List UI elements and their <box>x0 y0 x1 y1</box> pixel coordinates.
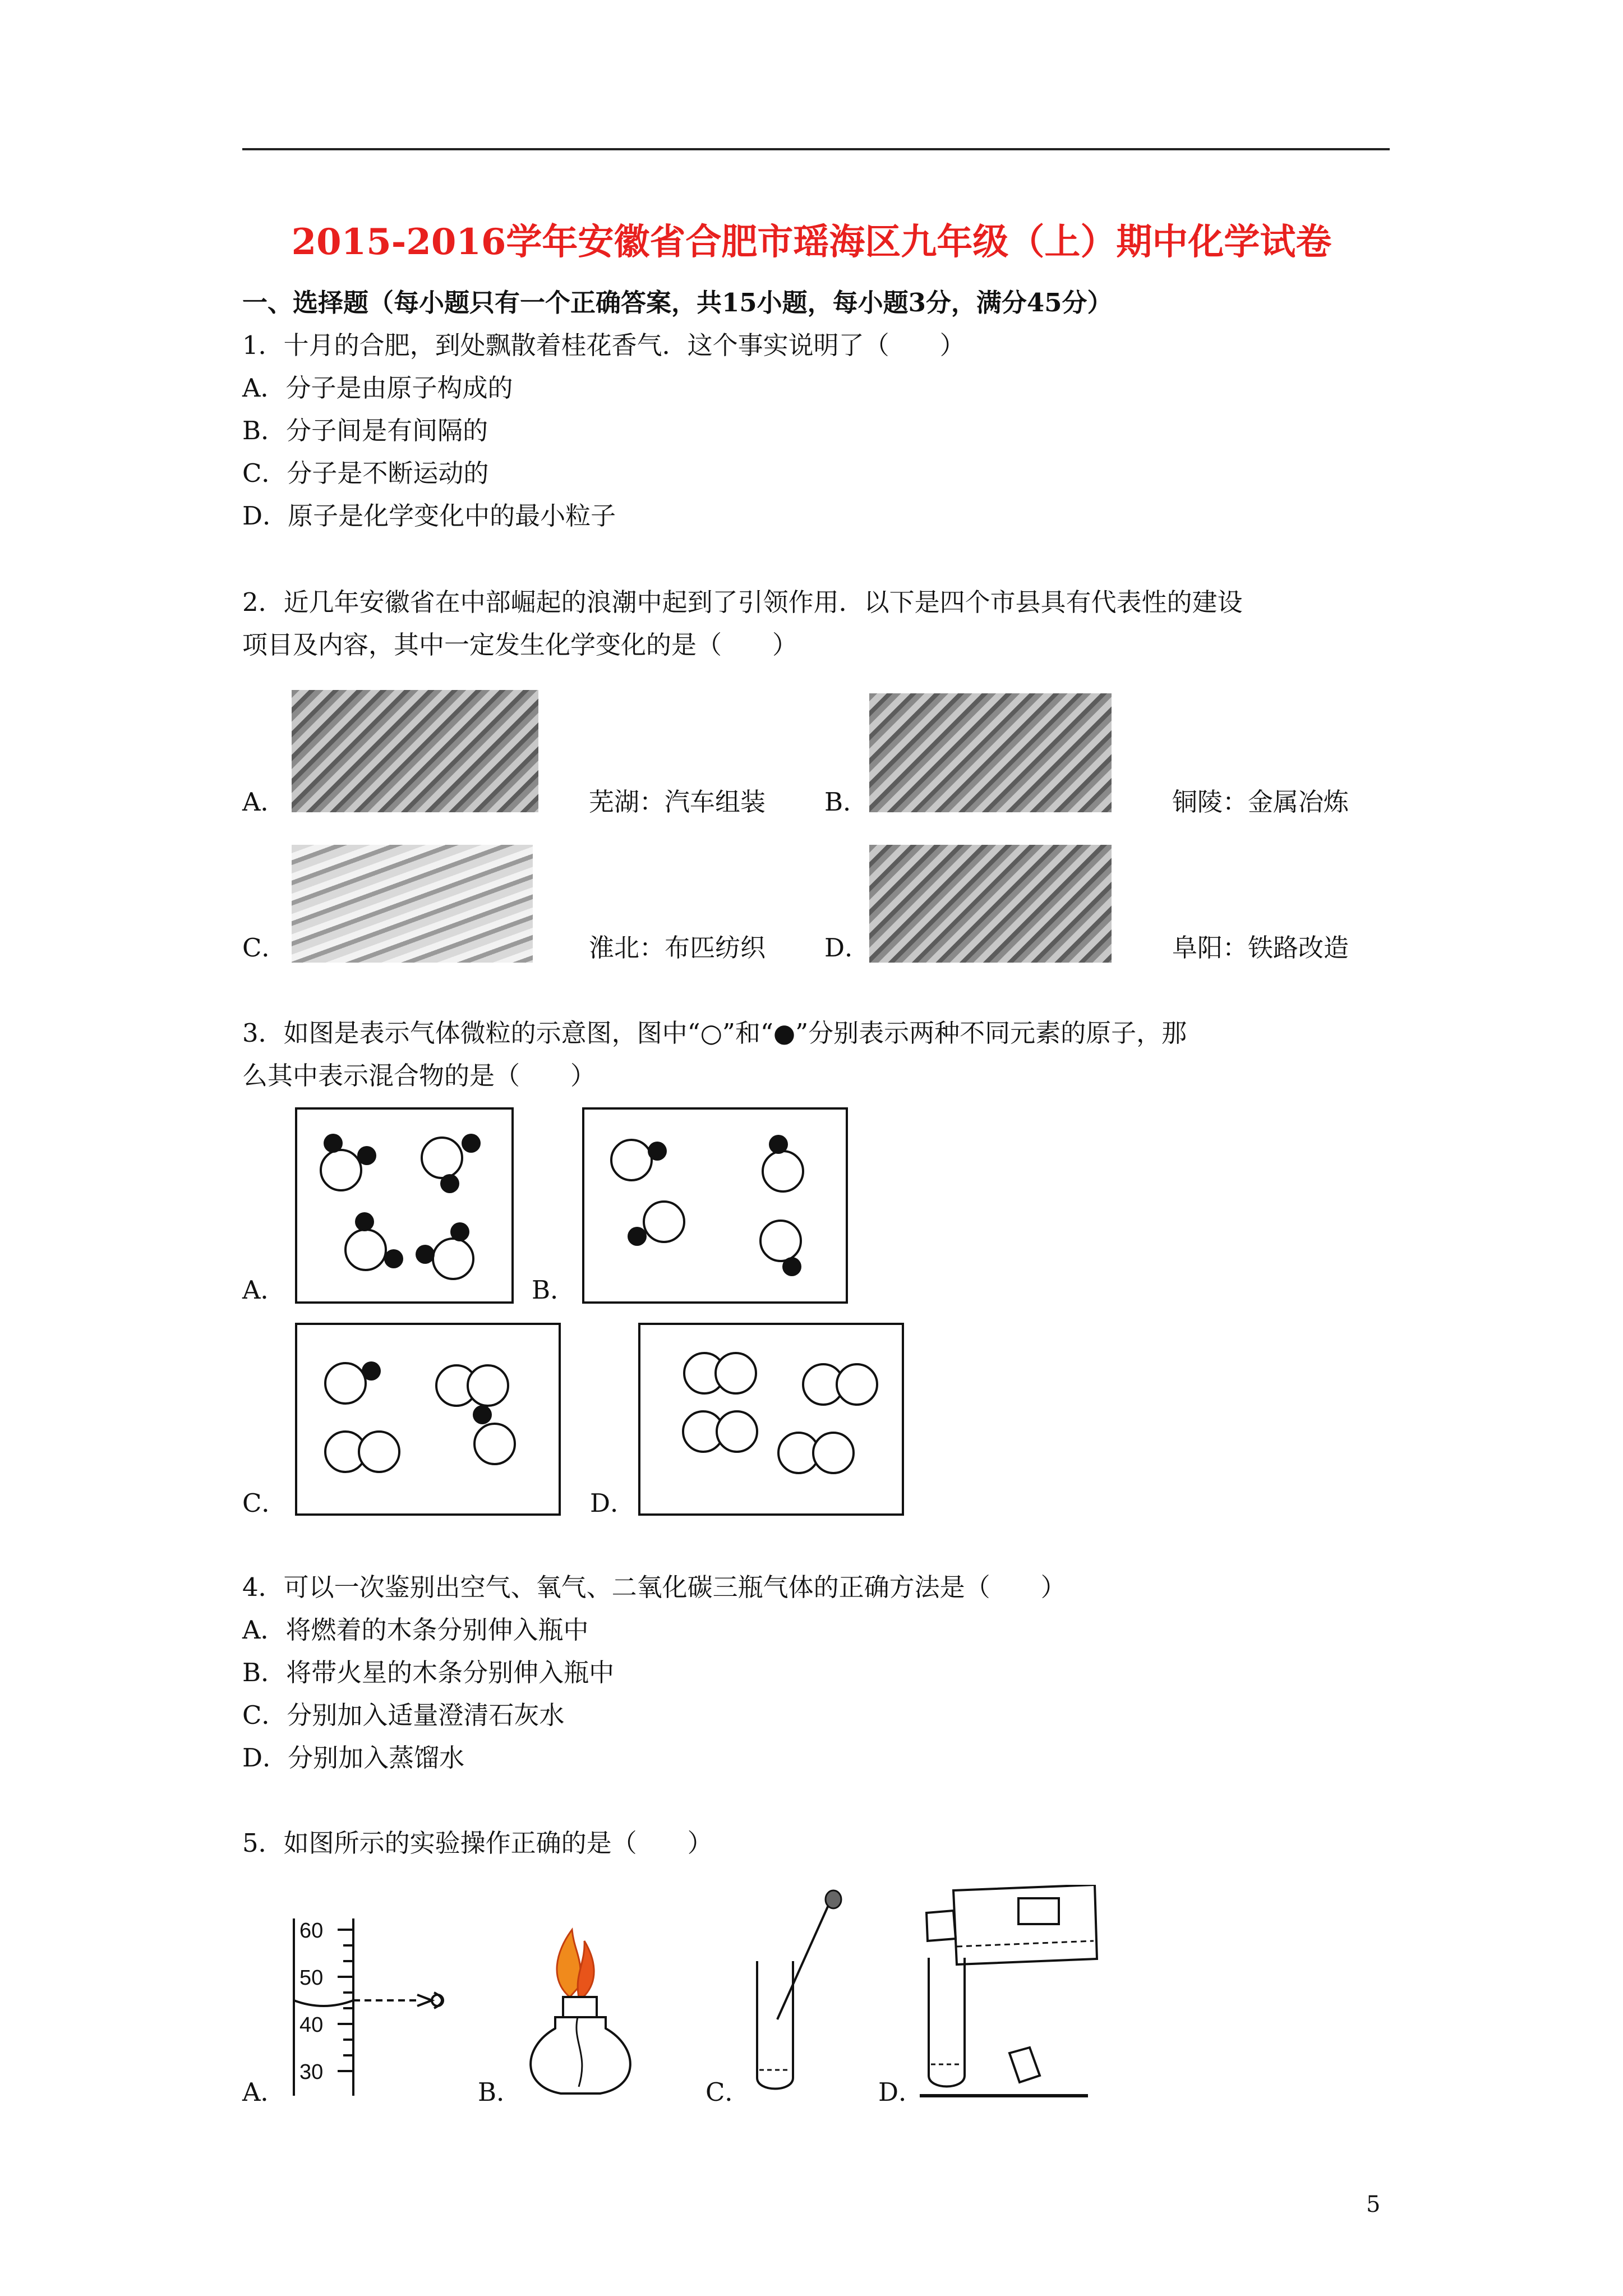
q5-option-a-letter: A． <box>242 2077 286 2107</box>
q2-option-a-letter: A． <box>242 787 286 817</box>
q4-stem: 4．可以一次鉴别出空气、氧气、二氧化碳三瓶气体的正确方法是（ ） <box>242 1572 1066 1602</box>
q3-diagram-d <box>638 1323 904 1516</box>
q1-option-a: A．分子是由原子构成的 <box>242 373 513 403</box>
page-title: 2015-2016学年安徽省合肥市瑶海区九年级（上）期中化学试卷 <box>291 221 1332 263</box>
q5-stem: 5．如图所示的实验操作正确的是（ ） <box>242 1828 713 1858</box>
pouring-bottle-drawing <box>920 1885 1099 2104</box>
q2-option-d-caption: 阜阳：铁路改造 <box>1172 933 1349 963</box>
cylinder-tick-50: 50 <box>299 1966 324 1990</box>
q4-option-a: A．将燃着的木条分别伸入瓶中 <box>242 1615 589 1645</box>
molecule-diagram-a <box>297 1110 511 1301</box>
cylinder-tick-60: 60 <box>299 1919 324 1943</box>
molecule-diagram-b <box>584 1110 846 1301</box>
q3-diagram-c <box>295 1323 561 1516</box>
q3-stem-line2: 么其中表示混合物的是（ ） <box>242 1061 596 1091</box>
molecule-diagram-c <box>297 1325 559 1513</box>
q5-option-c-letter: C． <box>706 2077 750 2107</box>
section-heading: 一、选择题（每小题只有一个正确答案，共15小题，每小题3分，满分45分） <box>242 288 1113 318</box>
car-assembly-photo <box>292 690 538 812</box>
metal-smelting-photo <box>869 693 1112 812</box>
q3-option-c-letter: C． <box>242 1488 287 1518</box>
cloth-weaving-photo <box>292 845 533 963</box>
q4-option-c: C．分别加入适量澄清石灰水 <box>242 1700 565 1730</box>
q2-option-b-caption: 铜陵：金属冶炼 <box>1172 787 1349 817</box>
q3-diagram-b <box>582 1107 848 1304</box>
q4-option-d: D．分别加入蒸馏水 <box>242 1743 465 1773</box>
q3-option-b-letter: B． <box>532 1275 576 1305</box>
alcohol-lamp-drawing <box>516 1918 645 2104</box>
molecule-diagram-d <box>640 1325 902 1513</box>
q5-option-d-letter: D． <box>878 2077 924 2107</box>
q2-option-b-letter: B． <box>824 787 869 817</box>
q2-option-c-letter: C． <box>242 933 287 963</box>
q2-stem-line2: 项目及内容，其中一定发生化学变化的是（ ） <box>242 630 798 660</box>
page-number: 5 <box>1366 2192 1381 2217</box>
q5-option-b-letter: B． <box>478 2077 522 2107</box>
header-rule <box>242 148 1390 150</box>
q3-option-d-letter: D． <box>590 1488 636 1518</box>
railway-photo <box>869 845 1112 963</box>
q1-option-c: C．分子是不断运动的 <box>242 458 489 488</box>
q2-option-a-caption: 芜湖：汽车组装 <box>589 787 766 817</box>
q4-option-b: B．将带火星的木条分别伸入瓶中 <box>242 1658 615 1687</box>
q2-option-d-letter: D． <box>824 933 870 963</box>
q2-option-c-caption: 淮北：布匹纺织 <box>589 933 766 963</box>
cylinder-tick-30: 30 <box>299 2060 324 2084</box>
q1-option-d: D．原子是化学变化中的最小粒子 <box>242 501 616 531</box>
cylinder-tick-40: 40 <box>299 2013 324 2037</box>
dropper-test-tube-drawing <box>746 1889 858 2102</box>
q3-stem-line1: 3．如图是表示气体微粒的示意图，图中“○”和“●”分别表示两种不同元素的原子，那 <box>242 1018 1187 1048</box>
q2-stem-line1: 2．近几年安徽省在中部崛起的浪潮中起到了引领作用．以下是四个市县具有代表性的建设 <box>242 587 1243 617</box>
graduated-cylinder-drawing <box>287 1913 461 2104</box>
q3-option-a-letter: A． <box>242 1275 286 1305</box>
q1-stem: 1．十月的合肥，到处飘散着桂花香气．这个事实说明了（ ） <box>242 330 965 360</box>
q1-option-b: B．分子间是有间隔的 <box>242 416 488 445</box>
q3-diagram-a <box>295 1107 514 1304</box>
